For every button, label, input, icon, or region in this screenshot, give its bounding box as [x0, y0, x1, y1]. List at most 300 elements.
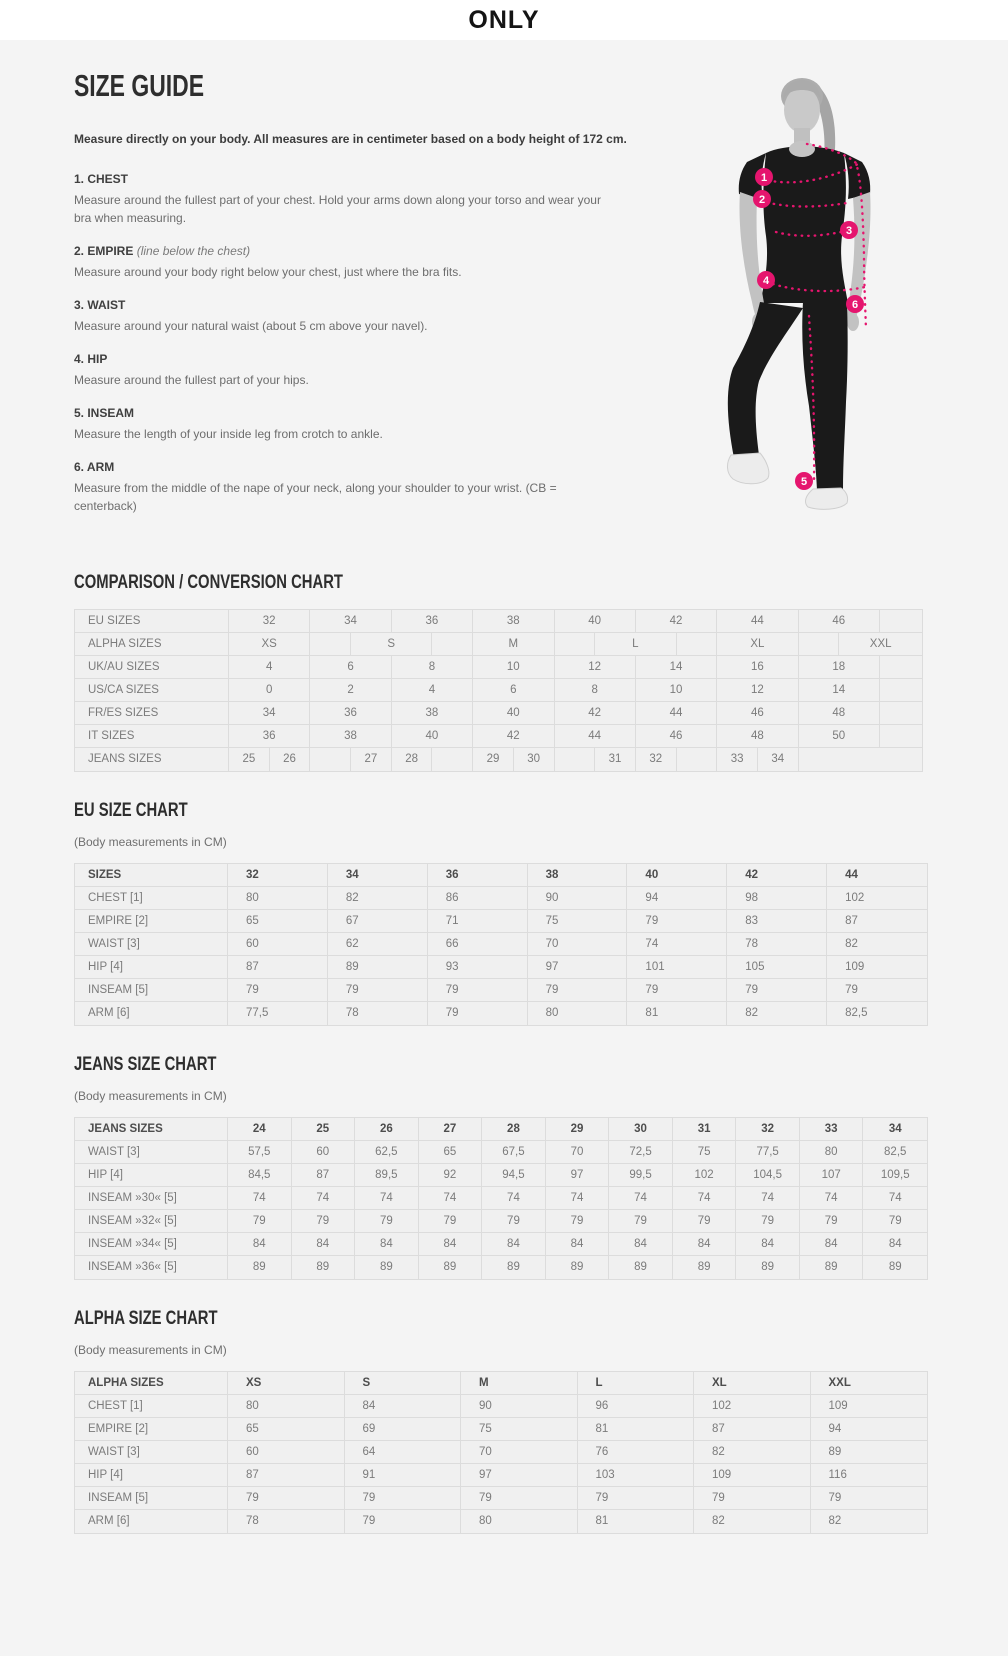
- table-cell: 79: [345, 1487, 462, 1509]
- table-cell: S: [351, 633, 432, 655]
- table-cell: 65: [228, 1418, 345, 1440]
- table-cell: 79: [800, 1210, 864, 1232]
- table-cell: 102: [673, 1164, 737, 1186]
- table-row: [75, 1141, 927, 1164]
- table-cell: 81: [578, 1510, 695, 1533]
- table-cell: 74: [228, 1187, 292, 1209]
- table-cell: 27: [419, 1118, 483, 1140]
- conversion-chart-section: [74, 573, 934, 772]
- table-cell: 79: [528, 979, 628, 1001]
- table-cell: 74: [673, 1187, 737, 1209]
- table-cell: 105: [727, 956, 827, 978]
- table-row: [75, 1002, 927, 1025]
- table-cell: 84: [673, 1233, 737, 1255]
- section-title: ALPHA SIZE CHART: [74, 1308, 218, 1329]
- table-cell: 94: [828, 1423, 842, 1435]
- table-row: [75, 702, 922, 725]
- svg-text:2: 2: [758, 194, 766, 206]
- model-right-hand: [847, 313, 859, 331]
- table-cell: 89: [888, 1261, 902, 1273]
- table-row: [75, 1233, 927, 1256]
- table-cell: 74: [627, 933, 727, 955]
- table-cell: 82: [828, 1515, 842, 1527]
- row-label: INSEAM »30« [5]: [75, 1187, 228, 1209]
- table-cell: 79: [736, 1210, 800, 1232]
- svg-text:4: 4: [762, 275, 770, 287]
- table-cell: 90: [528, 887, 628, 909]
- table-cell: 34: [310, 610, 391, 632]
- page-content: [0, 40, 1008, 1534]
- table-cell: XS: [229, 633, 310, 655]
- row-label: WAIST [3]: [75, 1141, 228, 1163]
- table-cell: 94,5: [482, 1164, 546, 1186]
- table-cell: 16: [717, 656, 798, 678]
- row-label: INSEAM [5]: [75, 1487, 228, 1509]
- row-label: INSEAM »32« [5]: [75, 1210, 228, 1232]
- table-cell: 87: [228, 956, 328, 978]
- table-cell: 62: [328, 933, 428, 955]
- row-label: UK/AU SIZES: [75, 656, 229, 678]
- row-label: ARM [6]: [75, 1510, 228, 1533]
- table-cell: 84: [292, 1233, 356, 1255]
- table-cell: 104,5: [736, 1164, 800, 1186]
- table-cell: XS: [228, 1372, 345, 1394]
- table-row: [75, 610, 922, 633]
- table-cell: 82: [845, 938, 858, 950]
- table-cell: 109: [694, 1464, 811, 1486]
- table-cell: [555, 748, 596, 771]
- table-cell: 101: [627, 956, 727, 978]
- table-cell: 82: [727, 1002, 827, 1025]
- table-cell: 79: [627, 910, 727, 932]
- table-cell: M: [461, 1372, 578, 1394]
- table-cell: 34: [758, 748, 799, 771]
- table-cell: 82,5: [845, 1007, 868, 1019]
- table-row: [75, 633, 922, 656]
- table-cell: 84: [609, 1233, 673, 1255]
- row-label: EMPIRE [2]: [75, 1418, 228, 1440]
- table-cell: 84: [736, 1233, 800, 1255]
- table-cell: [799, 748, 922, 771]
- row-label: US/CA SIZES: [75, 679, 229, 701]
- measurement-item-inseam: [74, 406, 619, 443]
- table-cell: 79: [845, 984, 858, 996]
- measurement-item-waist: [74, 298, 619, 335]
- table-cell: 89: [328, 956, 428, 978]
- table-cell: 84: [228, 1233, 292, 1255]
- table-row: [75, 1210, 927, 1233]
- table-cell: 74: [482, 1187, 546, 1209]
- table-cell: 8: [392, 656, 473, 678]
- table-cell: 109,5: [880, 1169, 910, 1181]
- row-label: HIP [4]: [75, 1464, 228, 1486]
- page-title: SIZE GUIDE: [74, 68, 205, 103]
- table-cell: 48: [799, 702, 880, 724]
- table-cell: 82: [694, 1510, 811, 1533]
- table-cell: 82: [328, 887, 428, 909]
- table-cell: 12: [555, 656, 636, 678]
- table-cell: 80: [528, 1002, 628, 1025]
- table-row: [75, 887, 927, 910]
- row-label: INSEAM »34« [5]: [75, 1233, 228, 1255]
- table-cell: 24: [228, 1118, 292, 1140]
- measurement-item-empire: [74, 244, 619, 281]
- row-label: ALPHA SIZES: [75, 633, 229, 655]
- table-cell: 44: [555, 725, 636, 747]
- table-cell: 42: [727, 864, 827, 886]
- table-cell: 89: [800, 1256, 864, 1279]
- measurement-description: Measure around the fullest part of your hips.: [74, 373, 309, 387]
- table-cell: 78: [328, 1002, 428, 1025]
- table-cell: 25: [292, 1118, 356, 1140]
- table-cell: 89: [419, 1256, 483, 1279]
- table-cell: 34: [888, 1123, 902, 1135]
- table-cell: 79: [345, 1510, 462, 1533]
- section-title: EU SIZE CHART: [74, 800, 188, 821]
- table-cell: 36: [310, 702, 391, 724]
- table-cell: XL: [694, 1372, 811, 1394]
- measurement-description: Measure around your natural waist (about 5 cm above your navel).: [74, 319, 428, 333]
- table-cell: 80: [228, 1395, 345, 1417]
- table-cell: [677, 748, 718, 771]
- table-cell: 92: [419, 1164, 483, 1186]
- table-cell: 107: [800, 1164, 864, 1186]
- table-cell: 89: [355, 1256, 419, 1279]
- table-cell: 38: [473, 610, 554, 632]
- model-right-shoe: [806, 488, 848, 509]
- table-cell: 74: [736, 1187, 800, 1209]
- table-cell: 70: [546, 1141, 610, 1163]
- table-cell: 10: [636, 679, 717, 701]
- table-cell: 79: [428, 979, 528, 1001]
- table-cell: 33: [717, 748, 758, 771]
- model-neckline: [789, 141, 815, 157]
- table-row: [75, 1187, 927, 1210]
- table-cell: XL: [717, 633, 798, 655]
- table-cell: 32: [736, 1118, 800, 1140]
- measurement-item-chest: [74, 172, 619, 227]
- measure-marker-1: [755, 168, 773, 186]
- table-cell: 79: [627, 979, 727, 1001]
- table-cell: 50: [799, 725, 880, 747]
- eu-size-chart-table: [74, 863, 928, 1026]
- svg-text:1: 1: [760, 172, 768, 184]
- table-cell: 65: [228, 910, 328, 932]
- table-cell: 77,5: [228, 1002, 328, 1025]
- row-label: HIP [4]: [75, 956, 228, 978]
- table-cell: 84: [800, 1233, 864, 1255]
- table-cell: 25: [229, 748, 270, 771]
- table-cell: 62,5: [355, 1141, 419, 1163]
- table-row: [75, 748, 922, 771]
- table-cell: 109: [845, 961, 865, 973]
- table-cell: 89: [673, 1256, 737, 1279]
- measurement-item-arm: [74, 460, 619, 515]
- table-cell: [880, 702, 922, 724]
- section-title: COMPARISON / CONVERSION CHART: [74, 572, 343, 593]
- table-cell: 89: [609, 1256, 673, 1279]
- table-cell: 90: [461, 1395, 578, 1417]
- table-row: [75, 1441, 927, 1464]
- table-cell: 79: [419, 1210, 483, 1232]
- table-cell: [880, 656, 922, 678]
- table-cell: 4: [392, 679, 473, 701]
- table-cell: [310, 748, 351, 771]
- svg-text:5: 5: [800, 476, 808, 488]
- table-cell: 2: [310, 679, 391, 701]
- table-cell: 36: [229, 725, 310, 747]
- table-cell: 83: [727, 910, 827, 932]
- table-cell: 79: [228, 1487, 345, 1509]
- row-label: INSEAM [5]: [75, 979, 228, 1001]
- table-cell: 74: [355, 1187, 419, 1209]
- table-row: [75, 1395, 927, 1418]
- table-cell: 96: [578, 1395, 695, 1417]
- table-cell: 70: [461, 1441, 578, 1463]
- table-cell: 46: [636, 725, 717, 747]
- table-cell: 42: [636, 610, 717, 632]
- table-cell: 84,5: [228, 1164, 292, 1186]
- table-cell: 89,5: [355, 1164, 419, 1186]
- conversion-chart-table: [74, 609, 923, 772]
- chart-subtitle: (Body measurements in CM): [74, 1089, 227, 1103]
- table-row: [75, 1464, 927, 1487]
- table-cell: 32: [229, 610, 310, 632]
- table-cell: 36: [392, 610, 473, 632]
- table-cell: [555, 633, 596, 655]
- table-cell: 67,5: [482, 1141, 546, 1163]
- table-cell: 81: [627, 1002, 727, 1025]
- table-cell: 27: [351, 748, 392, 771]
- table-cell: 40: [473, 702, 554, 724]
- measure-marker-2: [753, 190, 771, 208]
- table-row: [75, 1372, 927, 1395]
- table-cell: 89: [228, 1256, 292, 1279]
- table-cell: 84: [888, 1238, 902, 1250]
- table-cell: 74: [292, 1187, 356, 1209]
- table-cell: 30: [609, 1118, 673, 1140]
- table-cell: 79: [673, 1210, 737, 1232]
- table-cell: 103: [578, 1464, 695, 1486]
- table-cell: 89: [828, 1446, 842, 1458]
- table-cell: 36: [428, 864, 528, 886]
- table-cell: 79: [546, 1210, 610, 1232]
- table-cell: 65: [419, 1141, 483, 1163]
- table-cell: 78: [727, 933, 827, 955]
- table-cell: 72,5: [609, 1141, 673, 1163]
- table-row: [75, 864, 927, 887]
- table-cell: 10: [473, 656, 554, 678]
- row-label: IT SIZES: [75, 725, 229, 747]
- table-cell: 89: [292, 1256, 356, 1279]
- measurement-item-hip: [74, 352, 619, 389]
- table-cell: 0: [229, 679, 310, 701]
- table-cell: 48: [717, 725, 798, 747]
- table-cell: 46: [717, 702, 798, 724]
- table-cell: 97: [546, 1164, 610, 1186]
- table-cell: 87: [845, 915, 858, 927]
- table-cell: 4: [229, 656, 310, 678]
- table-cell: 74: [419, 1187, 483, 1209]
- table-cell: 93: [428, 956, 528, 978]
- table-cell: 6: [473, 679, 554, 701]
- table-cell: 98: [727, 887, 827, 909]
- row-label: SIZES: [75, 864, 228, 886]
- table-cell: 94: [627, 887, 727, 909]
- measurement-title: 5. INSEAM: [74, 406, 135, 420]
- measurement-title: 1. CHEST: [74, 172, 129, 186]
- table-cell: 84: [355, 1233, 419, 1255]
- eu-size-chart-section: [74, 801, 934, 1026]
- table-cell: 26: [270, 748, 311, 771]
- table-row: [75, 933, 927, 956]
- table-cell: 74: [800, 1187, 864, 1209]
- row-label: CHEST [1]: [75, 1395, 228, 1417]
- table-cell: 66: [428, 933, 528, 955]
- table-cell: 75: [528, 910, 628, 932]
- table-cell: 87: [292, 1164, 356, 1186]
- table-cell: [880, 679, 922, 701]
- table-cell: 74: [546, 1187, 610, 1209]
- table-cell: L: [578, 1372, 695, 1394]
- table-cell: 97: [528, 956, 628, 978]
- table-cell: 97: [461, 1464, 578, 1486]
- table-cell: 60: [228, 1441, 345, 1463]
- table-cell: S: [345, 1372, 462, 1394]
- row-label: JEANS SIZES: [75, 1118, 228, 1140]
- table-cell: 69: [345, 1418, 462, 1440]
- table-cell: 80: [800, 1141, 864, 1163]
- row-label: ARM [6]: [75, 1002, 228, 1025]
- table-cell: [799, 633, 840, 655]
- table-cell: [880, 725, 922, 747]
- row-label: CHEST [1]: [75, 887, 228, 909]
- table-cell: 31: [673, 1118, 737, 1140]
- table-row: [75, 956, 927, 979]
- table-cell: 84: [345, 1395, 462, 1417]
- table-cell: 82: [694, 1441, 811, 1463]
- table-cell: 6: [310, 656, 391, 678]
- table-row: [75, 656, 922, 679]
- table-cell: 14: [799, 679, 880, 701]
- table-cell: 40: [392, 725, 473, 747]
- row-label: INSEAM »36« [5]: [75, 1256, 228, 1279]
- table-cell: 74: [609, 1187, 673, 1209]
- table-cell: 32: [636, 748, 677, 771]
- table-cell: 79: [228, 979, 328, 1001]
- table-row: [75, 1118, 927, 1141]
- table-cell: 75: [461, 1418, 578, 1440]
- table-cell: 60: [228, 933, 328, 955]
- measure-marker-5: [795, 472, 813, 490]
- table-cell: [880, 610, 922, 632]
- table-row: [75, 910, 927, 933]
- table-row: [75, 1256, 927, 1279]
- table-cell: 57,5: [228, 1141, 292, 1163]
- table-cell: 34: [229, 702, 310, 724]
- table-cell: 67: [328, 910, 428, 932]
- table-cell: 29: [473, 748, 514, 771]
- row-label: HIP [4]: [75, 1164, 228, 1186]
- size-guide-intro-section: [74, 70, 934, 515]
- table-cell: 87: [694, 1418, 811, 1440]
- table-cell: 42: [555, 702, 636, 724]
- alpha-size-chart-section: [74, 1309, 934, 1534]
- model-right-sleeve: [844, 153, 870, 199]
- row-label: WAIST [3]: [75, 933, 228, 955]
- table-cell: 40: [627, 864, 727, 886]
- measure-marker-4: [757, 271, 775, 289]
- table-cell: 30: [514, 748, 555, 771]
- table-cell: 109: [828, 1400, 848, 1412]
- table-cell: 89: [736, 1256, 800, 1279]
- table-cell: 79: [694, 1487, 811, 1509]
- table-cell: 89: [546, 1256, 610, 1279]
- chart-subtitle: (Body measurements in CM): [74, 835, 227, 849]
- table-cell: 60: [292, 1141, 356, 1163]
- measurement-note: (line below the chest): [136, 244, 251, 258]
- measure-marker-3: [840, 221, 858, 239]
- measure-marker-6: [846, 295, 864, 313]
- table-cell: 79: [328, 979, 428, 1001]
- table-cell: M: [473, 633, 554, 655]
- table-cell: XXL: [869, 638, 892, 650]
- table-cell: 80: [461, 1510, 578, 1533]
- table-cell: [432, 633, 473, 655]
- table-cell: 74: [888, 1192, 902, 1204]
- table-cell: 8: [555, 679, 636, 701]
- table-cell: 81: [578, 1418, 695, 1440]
- table-cell: 40: [555, 610, 636, 632]
- table-cell: 38: [392, 702, 473, 724]
- table-cell: 28: [392, 748, 433, 771]
- only-logo: ONLY: [468, 5, 540, 34]
- table-row: [75, 979, 927, 1002]
- table-cell: 34: [328, 864, 428, 886]
- table-cell: 80: [228, 887, 328, 909]
- table-cell: 87: [228, 1464, 345, 1486]
- measurement-title: 4. HIP: [74, 352, 108, 366]
- table-cell: 79: [578, 1487, 695, 1509]
- table-cell: 64: [345, 1441, 462, 1463]
- row-label: EU SIZES: [75, 610, 229, 632]
- table-cell: 79: [482, 1210, 546, 1232]
- table-cell: 42: [473, 725, 554, 747]
- table-cell: 29: [546, 1118, 610, 1140]
- table-cell: 78: [228, 1510, 345, 1533]
- table-cell: L: [595, 633, 676, 655]
- measurement-description: Measure from the middle of the nape of your neck, along your shoulder to your wrist. (CB = centerback): [74, 481, 557, 513]
- svg-text:6: 6: [851, 299, 859, 311]
- table-cell: 79: [828, 1492, 842, 1504]
- table-row: [75, 725, 922, 748]
- table-row: [75, 679, 922, 702]
- model-left-leg: [728, 302, 803, 458]
- table-cell: 44: [636, 702, 717, 724]
- table-cell: 82,5: [884, 1146, 907, 1158]
- table-cell: 33: [800, 1118, 864, 1140]
- measurement-title: 6. ARM: [74, 460, 115, 474]
- model-left-shoe: [727, 453, 768, 484]
- measurement-description: Measure around your body right below your chest, just where the bra fits.: [74, 265, 462, 279]
- table-cell: 46: [799, 610, 880, 632]
- table-cell: 116: [828, 1469, 847, 1481]
- table-cell: 26: [355, 1118, 419, 1140]
- measurement-description: Measure around the fullest part of your chest. Hold your arms down along your torso and wear your bra when measuring.: [74, 193, 601, 225]
- measurement-title: 3. WAIST: [74, 298, 126, 312]
- table-cell: 75: [673, 1141, 737, 1163]
- table-cell: 79: [888, 1215, 902, 1227]
